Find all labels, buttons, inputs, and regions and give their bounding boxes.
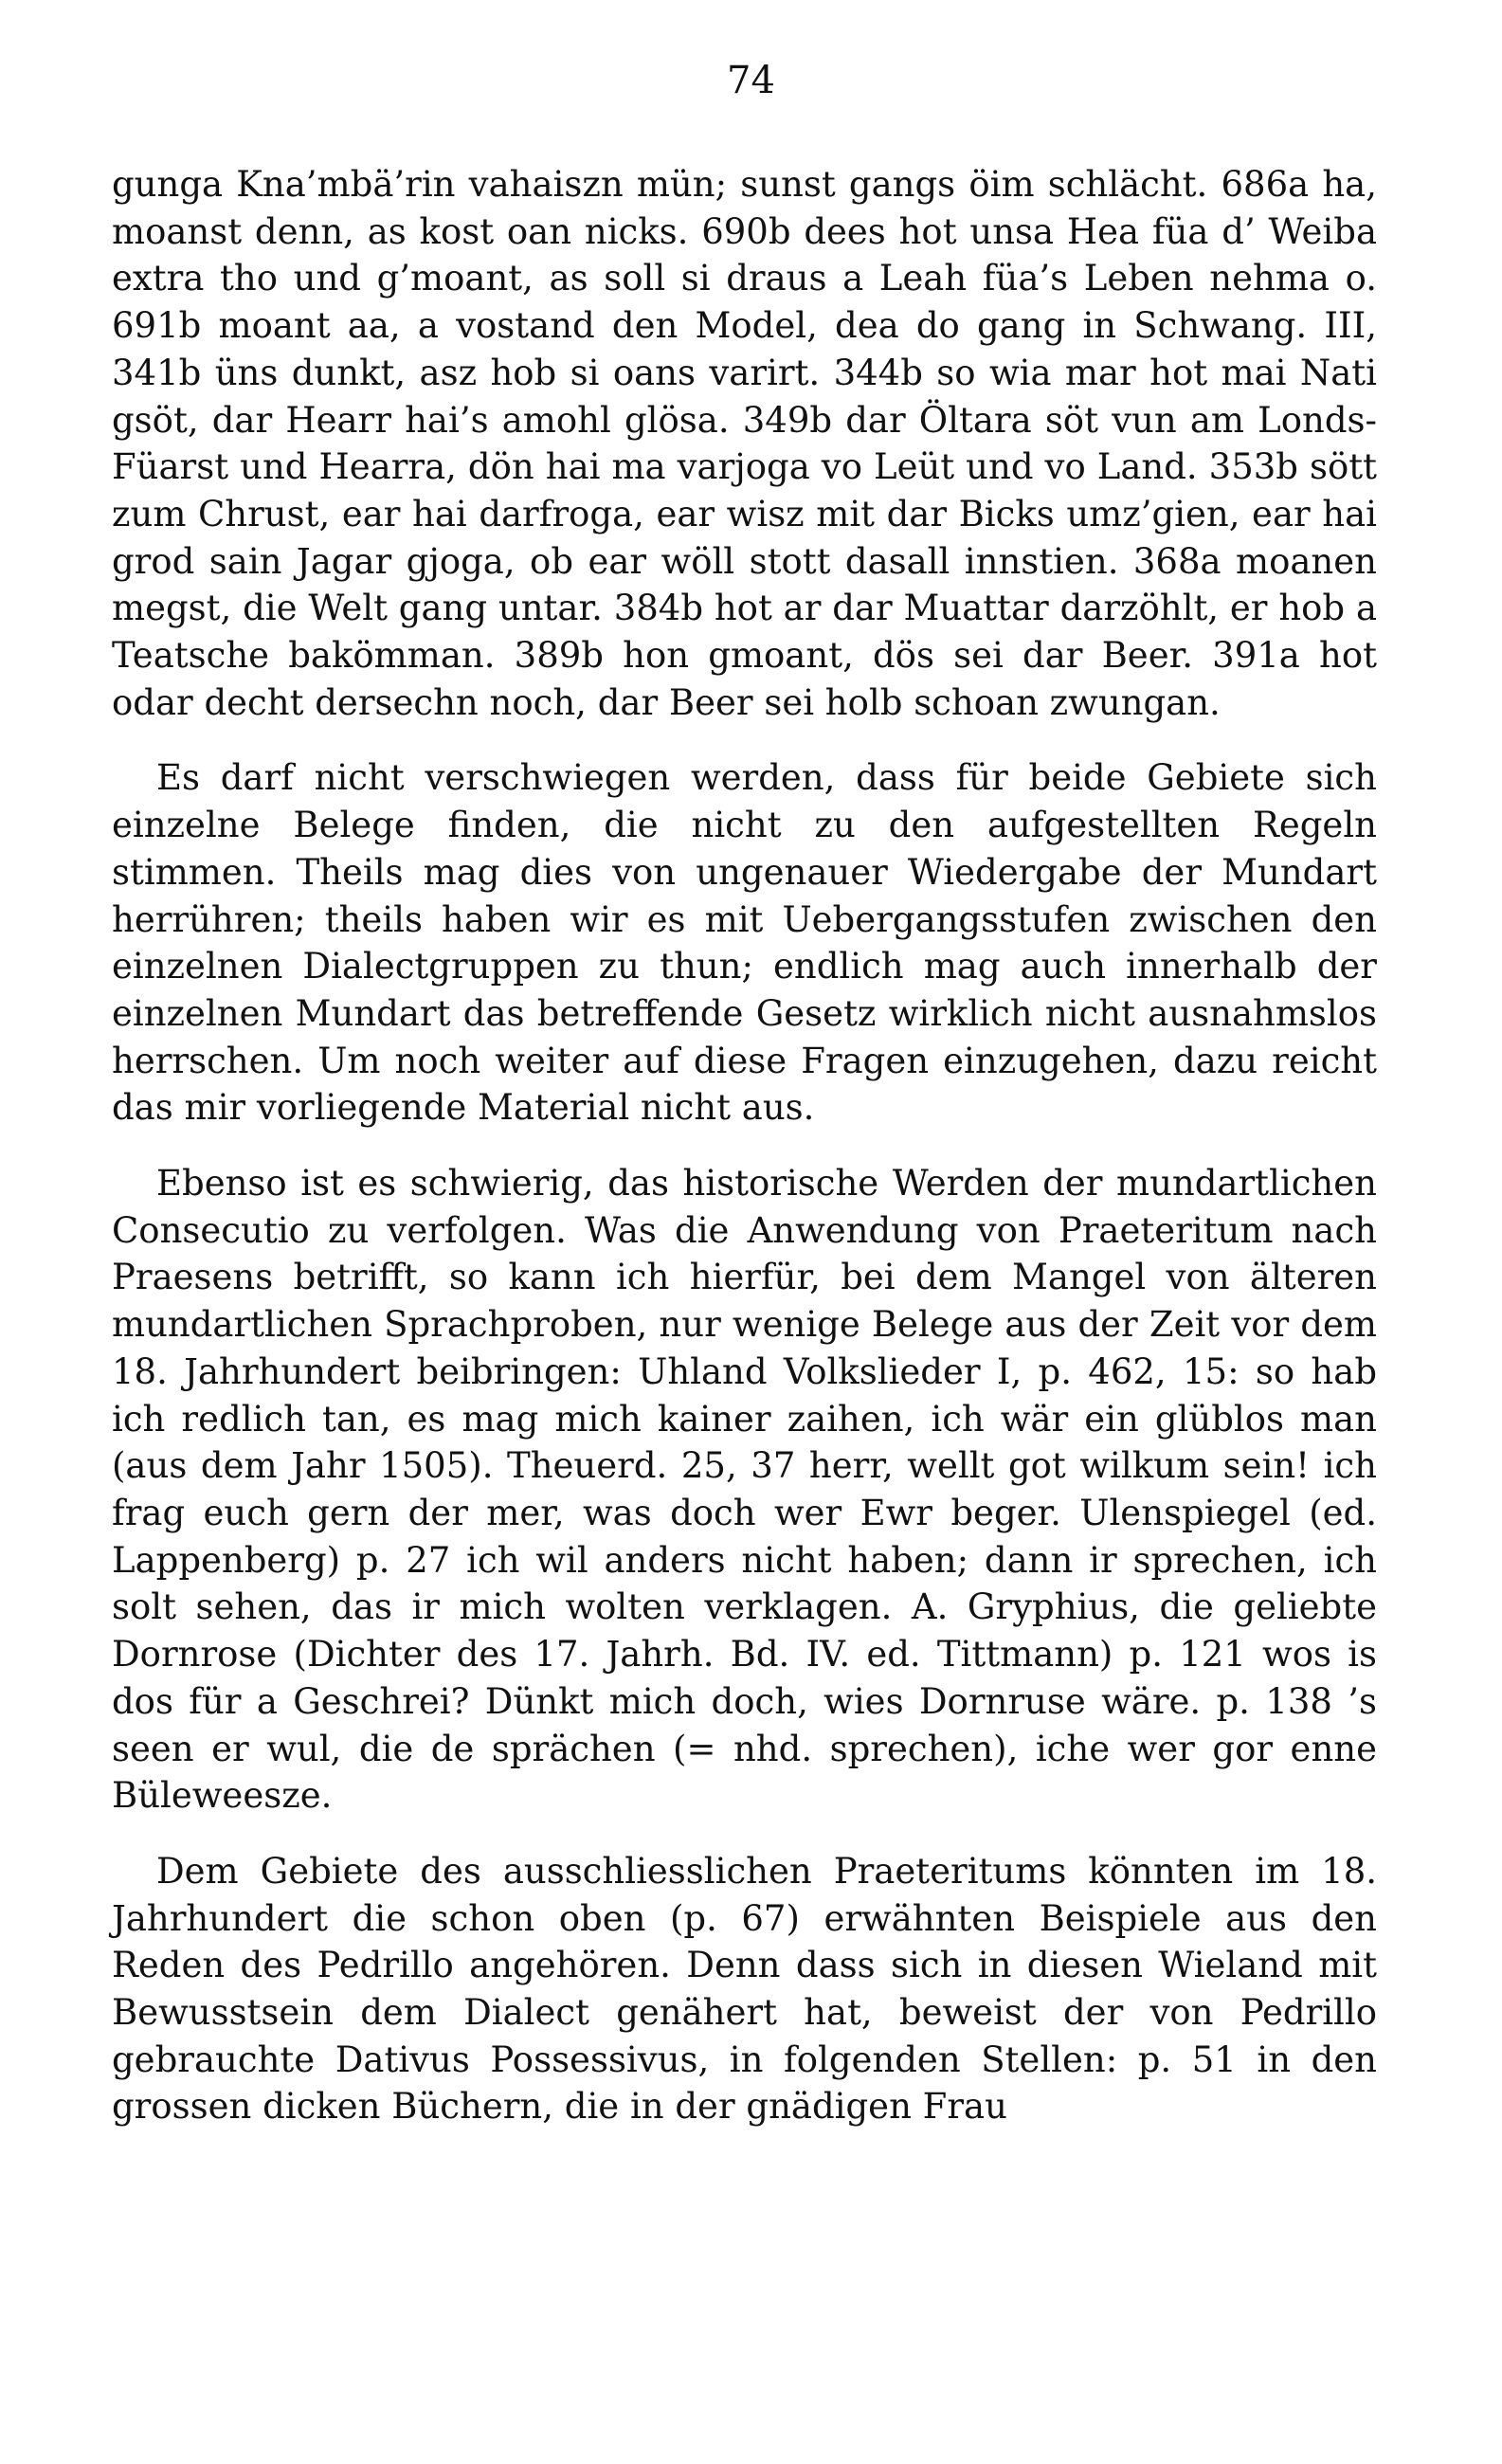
paragraph-praeteritum-domain: Dem Gebiete des ausschliesslichen Praeteritums könnten im 18. Jahrhundert die schon oben (p. 67) erwähnten Beispiele aus den Reden des Pedrillo angehören. Denn dass sich in diesen Wieland mit Bewusstsein dem Dialect genähert hat, beweist der von Pedrillo gebrauchte Dativus Possessivus, in folgenden Stellen: p. 51 in den grossen dicken Büchern, die in der gnädigen Frau xyxy=(112,1850,1377,2128)
page-number: 74 xyxy=(727,59,775,102)
paragraph-historical-development: Ebenso ist es schwierig, das historische Werden der mundartlichen Consecutio zu verfolgen. Was die Anwendung von Praeteritum nach Praesens betrifft, so kann ich hierfür, bei dem Mangel von älteren mundartlichen Sprachproben, nur wenige Belege aus der Zeit vor dem 18. Jahrhundert beibringen: Uhland Volkslieder I, p. 462, 15: so hab ich redlich tan, es mag mich kainer zaihen, ich wär ein glüblos man (aus dem Jahr 1505). Theuerd. 25, 37 herr, wellt got wilkum sein! ich frag euch gern der mer, was doch wer Ewr beger. Ulenspiegel (ed. Lappenberg) p. 27 ich wil anders nicht haben; dann ir sprechen, ich solt sehen, das ir mich wolten verklagen. A. Gryphius, die geliebte Dornrose (Dichter des 17. Jahrh. Bd. IV. ed. Tittmann) p. 121 wos is dos für a Geschrei? Dünkt mich doch, wies Dornruse wäre. p. 138 ’s seen er wul, die de sprächen (= nhd. sprechen), iche wer gor enne Büleweesze. xyxy=(112,1163,1377,1817)
paragraph-dialect-examples: gunga Kna’mbä’rin vahaiszn mün; sunst gangs öim schlächt. 686a ha, moanst denn, as kost oan nicks. 690b dees hot unsa Hea füa d’ Weiba extra tho und g’moant, as soll si draus a Leah füa’s Leben nehma o. 691b moant aa, a vostand den Model, dea do gang in Schwang. III, 341b üns dunkt, asz hob si oans varirt. 344b so wia mar hot mai Nati gsöt, dar Hearr hai’s amohl glösa. 349b dar Öltara söt vun am Londs-Füarst und Hearra, dön hai ma varjoga vo Leüt und vo Land. 353b sött zum Chrust, ear hai darfroga, ear wisz mit dar Bicks umz’gien, ear hai grod sain Jagar gjoga, ob ear wöll stott dasall innstien. 368a moanen megst, die Welt gang untar. 384b hot ar dar Muattar darzöhlt, er hob a Teatsche bakömman. 389b hon gmoant, dös sei dar Beer. 391a hot odar decht dersechn noch, dar Beer sei holb schoan zwungan. xyxy=(112,164,1377,723)
body-text xyxy=(112,161,1377,2159)
paragraph-exceptions: Es darf nicht verschwiegen werden, dass für beide Gebiete sich einzelne Belege finden, die nicht zu den aufgestellten Regeln stimmen. Theils mag dies von ungenauer Wiedergabe der Mundart herrühren; theils haben wir es mit Uebergangsstufen zwischen den einzelnen Dialectgruppen zu thun; endlich mag auch innerhalb der einzelnen Mundart das betreffende Gesetz wirklich nicht ausnahmslos herrschen. Um noch weiter auf diese Fragen einzugehen, dazu reicht das mir vorliegende Material nicht aus. xyxy=(112,757,1377,1129)
